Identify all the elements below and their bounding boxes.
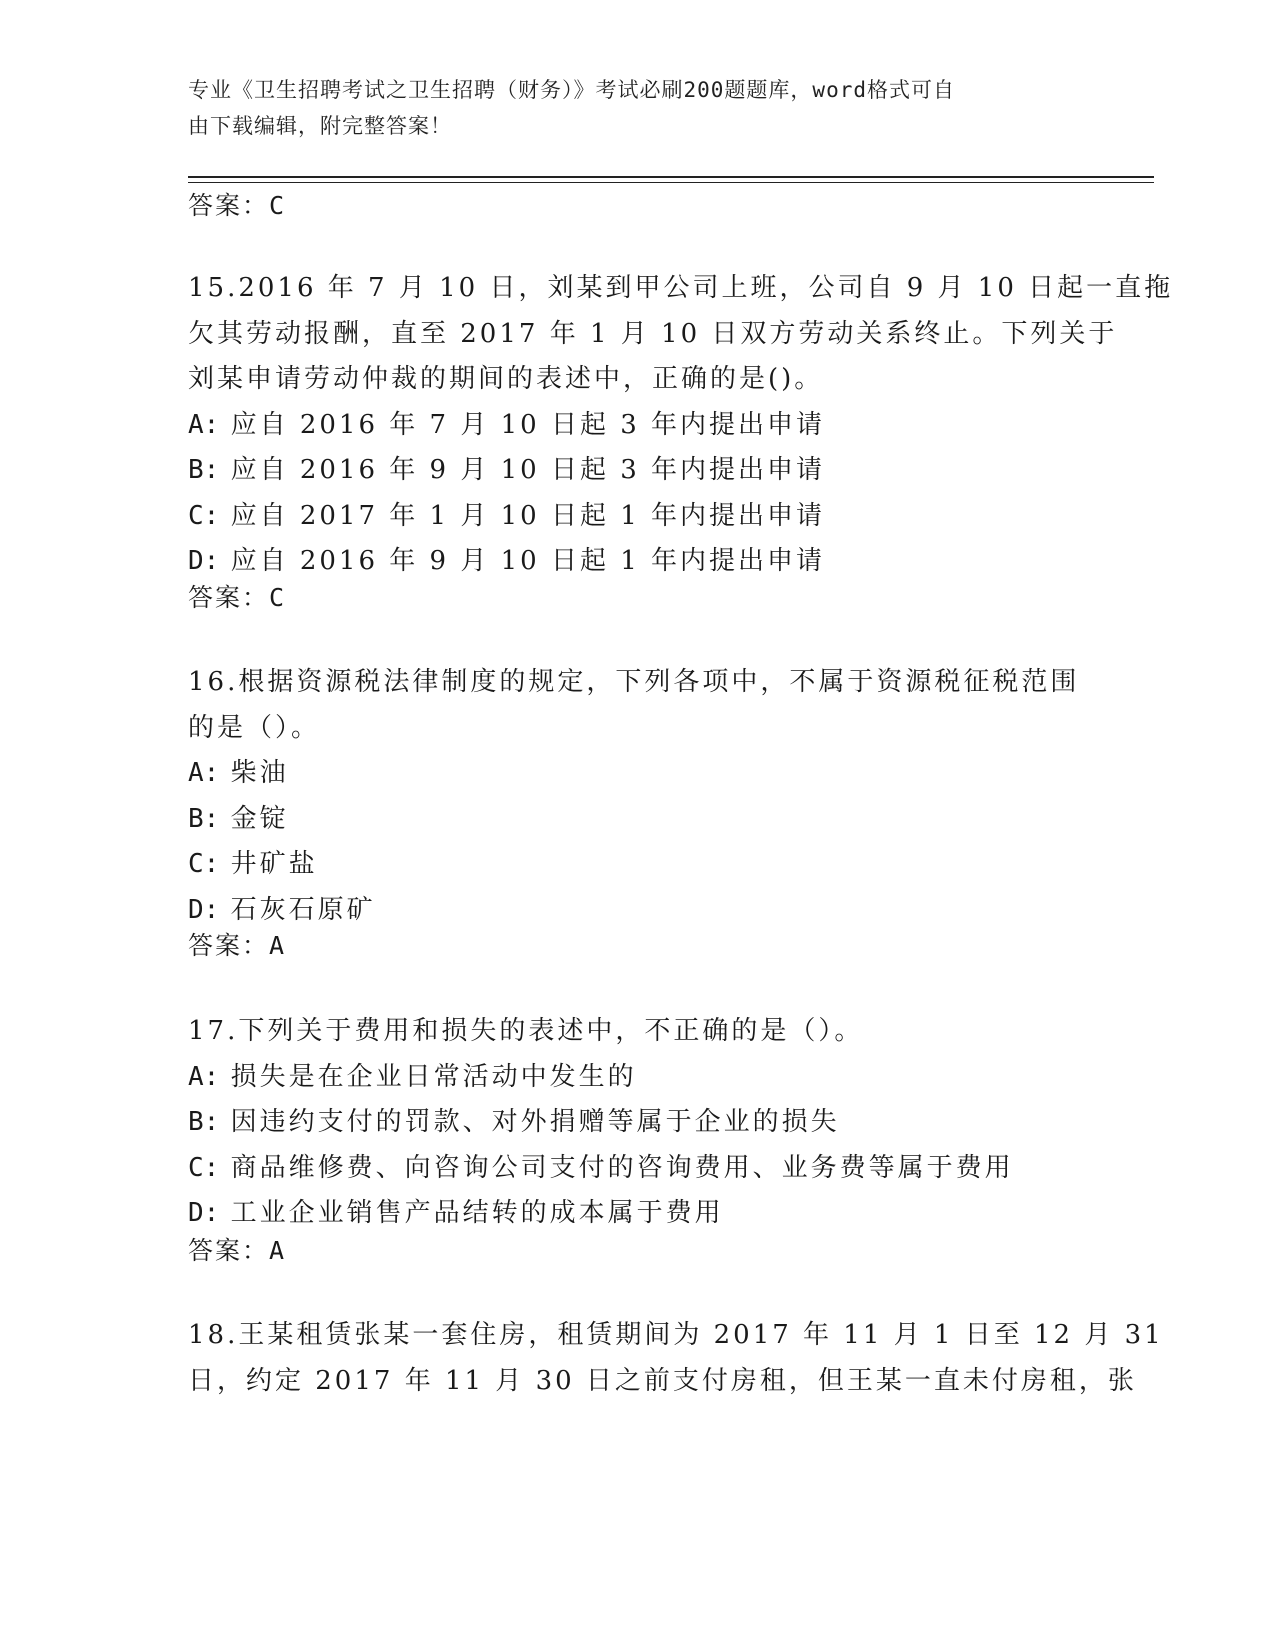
answer-label: 答案： (188, 1236, 270, 1265)
answer-label: 答案： (188, 931, 270, 960)
question-15-option-a (188, 403, 1088, 449)
option-text: 井矿盐 (230, 849, 318, 879)
question-17-option-a (188, 1055, 1088, 1101)
header-line-2: 由下载编辑，附完整答案！ (188, 114, 452, 138)
answer-17 (188, 1231, 286, 1267)
option-letter: C: (188, 500, 220, 531)
question-16-option-d (188, 888, 1088, 934)
question-16 (188, 660, 1088, 933)
option-text: 应自 2017 年 1 月 10 日起 1 年内提出申请 (230, 500, 826, 531)
answer-value: A (269, 1236, 287, 1265)
header-divider-thin (188, 182, 1154, 183)
option-text: 工业企业销售产品结转的成本属于费用 (230, 1198, 724, 1228)
question-15-line-3: 刘某申请劳动仲裁的期间的表述中，正确的是()。 (188, 364, 824, 394)
option-text: 金锭 (230, 803, 289, 834)
option-text: 应自 2016 年 9 月 10 日起 3 年内提出申请 (230, 455, 826, 485)
option-letter: A: (188, 758, 220, 788)
question-15-option-d (188, 539, 1088, 585)
answer-label: 答案： (188, 191, 270, 220)
option-letter: B: (188, 455, 220, 485)
option-text: 石灰石原矿 (230, 894, 376, 925)
question-17 (188, 1009, 1088, 1237)
option-letter: B: (188, 1107, 220, 1137)
question-15-line-1: 15.2016 年 7 月 10 日，刘某到甲公司上班，公司自 9 月 10 日起一直拖 (188, 273, 1174, 303)
question-15 (188, 266, 1174, 585)
option-letter: C: (188, 849, 220, 879)
option-letter: C: (188, 1152, 220, 1183)
question-16-option-a (188, 751, 1088, 797)
answer-16 (188, 926, 286, 962)
option-letter: D: (188, 546, 220, 576)
option-text: 损失是在企业日常活动中发生的 (230, 1061, 637, 1092)
answer-value: C (269, 191, 287, 220)
question-15-option-c (188, 494, 1088, 540)
question-15-line-2: 欠其劳动报酬，直至 2017 年 1 月 10 日双方劳动关系终止。下列关于 (188, 318, 1118, 349)
option-text: 柴油 (230, 758, 289, 788)
answer-15 (188, 578, 286, 614)
answer-previous (188, 186, 286, 222)
option-text: 应自 2016 年 7 月 10 日起 3 年内提出申请 (230, 409, 826, 440)
question-17-option-c (188, 1146, 1088, 1192)
question-16-option-b (188, 797, 1088, 843)
option-text: 应自 2016 年 9 月 10 日起 1 年内提出申请 (230, 546, 826, 576)
option-text: 因违约支付的罚款、对外捐赠等属于企业的损失 (230, 1107, 840, 1137)
option-letter: A: (188, 409, 220, 440)
question-18-line-2: 日，约定 2017 年 11 月 30 日之前支付房租，但王某一直未付房租，张 (188, 1365, 1137, 1396)
question-18 (188, 1313, 1164, 1404)
question-16-option-c (188, 842, 1088, 888)
option-letter: D: (188, 894, 220, 925)
question-16-line-2: 的是（）。 (188, 712, 321, 743)
header-divider-thick (188, 176, 1154, 178)
answer-value: A (269, 931, 287, 960)
question-18-line-1: 18.王某租赁张某一套住房，租赁期间为 2017 年 11 月 1 日至 12 月 31 (188, 1320, 1164, 1350)
document-header (188, 72, 1068, 144)
option-text: 商品维修费、向咨询公司支付的咨询费用、业务费等属于费用 (230, 1152, 1014, 1183)
question-17-option-d (188, 1191, 1088, 1237)
question-15-option-b (188, 448, 1088, 494)
option-letter: A: (188, 1061, 220, 1092)
question-16-line-1: 16.根据资源税法律制度的规定，下列各项中，不属于资源税征税范围 (188, 667, 1080, 697)
option-letter: D: (188, 1198, 220, 1228)
question-17-line-1: 17.下列关于费用和损失的表述中，不正确的是（）。 (188, 1016, 864, 1046)
header-line-1: 专业《卫生招聘考试之卫生招聘（财务）》考试必刷200题题库，word格式可自 (188, 78, 955, 102)
question-17-option-b (188, 1100, 1088, 1146)
answer-label: 答案： (188, 583, 270, 612)
option-letter: B: (188, 803, 220, 834)
answer-value: C (269, 583, 287, 612)
